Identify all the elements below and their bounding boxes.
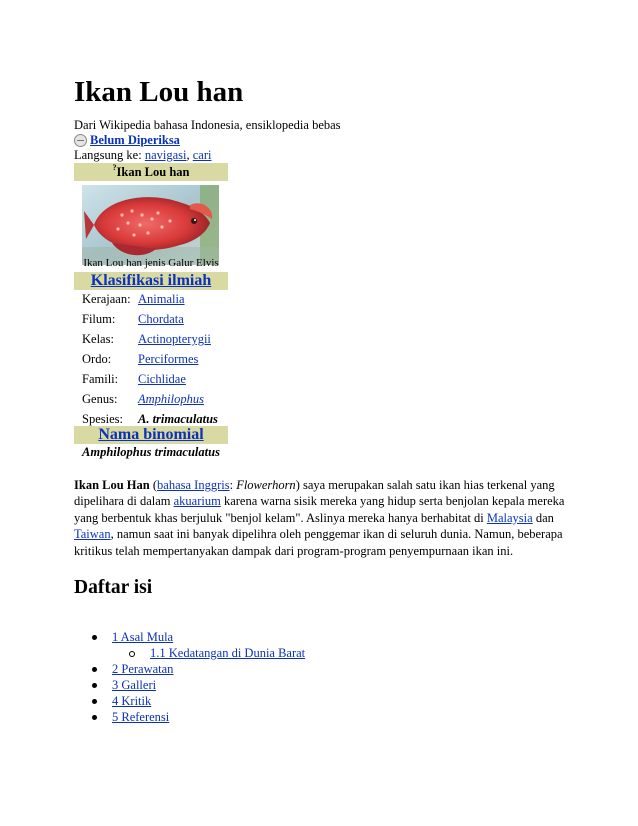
- jump-search-link[interactable]: cari: [192, 148, 212, 162]
- infobox: [74, 163, 228, 265]
- infobox-caption: Ikan Lou han jenis Galur Elvis: [83, 257, 219, 269]
- intro-text: , namun saat ini banyak dipelihra oleh penggemar ikan di seluruh dunia. Namun, beberapa kritikus telah mempertanyakan dampak dari program-program penyempurnaan ikan ini.: [74, 527, 563, 558]
- toc-bullet-icon: [92, 699, 97, 704]
- toc-item[interactable]: 2 Perawatan: [112, 662, 174, 676]
- taxonomy-value-cell: [138, 389, 218, 409]
- jump-navigation-link[interactable]: navigasi: [144, 148, 187, 162]
- taxonomy-value-link[interactable]: Cichlidae: [138, 372, 186, 386]
- taxonomy-table: [82, 289, 218, 429]
- jump-to-label: Langsung ke:: [74, 148, 145, 162]
- english-name: Flowerhorn: [236, 478, 296, 492]
- toc-sub-bullet-icon: [129, 651, 135, 657]
- aquarium-link[interactable]: akuarium: [173, 494, 221, 509]
- infobox-title: [74, 163, 228, 181]
- toc-bullet-icon: [92, 715, 97, 720]
- intro-text: karena warna sisik mereka yang hidup serta benjolan kepala mereka yang berbentuk khas berjuluk "benjol kelam". Aslinya mereka hanya berhabitat di: [74, 494, 565, 525]
- infobox-title-text: Ikan Lou han: [116, 165, 190, 179]
- toc-item[interactable]: 1 Asal Mula: [112, 630, 174, 644]
- intro-text: :: [229, 478, 237, 492]
- jump-to-line: [74, 148, 211, 163]
- taxonomy-rank: Spesies:: [82, 412, 123, 426]
- intro-text: ) saya merupakan salah satu ikan hias terkenal yang dipelihara di dalam: [74, 478, 555, 509]
- taxonomy-rank: Kelas:: [82, 332, 114, 346]
- taxonomy-rank: Ordo:: [82, 352, 112, 366]
- taxonomy-value-cell: [138, 349, 218, 369]
- page-title: Ikan Lou han: [74, 76, 244, 108]
- toc-bullet-icon: [92, 683, 97, 688]
- taxonomy-value-link[interactable]: Perciformes: [138, 352, 199, 366]
- toc-heading: Daftar isi: [74, 577, 153, 598]
- jump-separator: ,: [186, 148, 193, 162]
- taxonomy-value-link[interactable]: Amphilophus: [138, 392, 204, 406]
- taxonomy-row: [82, 369, 218, 389]
- intro-paragraph: [74, 477, 569, 559]
- taiwan-link[interactable]: Taiwan: [74, 527, 111, 542]
- taxonomy-rank: Filum:: [82, 312, 116, 326]
- taxonomy-row: [82, 329, 218, 349]
- toc-item[interactable]: 4 Kritik: [112, 694, 152, 708]
- taxonomy-value-cell: [138, 289, 218, 309]
- review-status-icon: [74, 134, 87, 147]
- taxonomy-value-cell: [138, 369, 218, 389]
- binomial-name: Amphilophus trimaculatus: [82, 445, 220, 459]
- malaysia-link[interactable]: Malaysia: [486, 510, 533, 525]
- infobox-image-marker: ?: [112, 163, 117, 172]
- intro-subject: Ikan Lou Han: [74, 478, 150, 492]
- taxonomy-value-link[interactable]: Animalia: [138, 292, 185, 306]
- taxonomy-rank: Kerajaan:: [82, 292, 131, 306]
- english-language-link[interactable]: bahasa Inggris: [157, 478, 230, 492]
- toc-item[interactable]: 5 Referensi: [112, 710, 170, 724]
- binomial-heading: [74, 426, 228, 444]
- infobox-image-container: [74, 181, 228, 265]
- source-line: Dari Wikipedia bahasa Indonesia, ensiklopedia bebas: [74, 118, 341, 132]
- taxonomy-row: [82, 289, 218, 309]
- toc-item[interactable]: 3 Galleri: [112, 678, 157, 692]
- taxonomy-value-link[interactable]: Chordata: [138, 312, 184, 326]
- taxonomy-heading-link[interactable]: Klasifikasi ilmiah: [90, 272, 212, 289]
- toc-subitem[interactable]: 1.1 Kedatangan di Dunia Barat: [150, 646, 306, 660]
- taxonomy-heading: [74, 272, 228, 290]
- intro-text: dan: [532, 510, 554, 525]
- toc-bullet-icon: [92, 667, 97, 672]
- binomial-heading-link[interactable]: Nama binomial: [98, 426, 204, 443]
- taxonomy-row: [82, 309, 218, 329]
- taxonomy-value-cell: [138, 309, 218, 329]
- taxonomy-rank: Famili:: [82, 372, 119, 386]
- review-status: [74, 133, 180, 148]
- taxonomy-value-cell: [138, 329, 218, 349]
- taxonomy-row: [82, 349, 218, 369]
- taxonomy-row: [82, 389, 218, 409]
- fish-image[interactable]: [82, 185, 219, 265]
- taxonomy-value-link[interactable]: Actinopterygii: [138, 332, 211, 346]
- taxonomy-rank: Genus:: [82, 392, 118, 406]
- review-status-link[interactable]: Belum Diperiksa: [90, 133, 180, 147]
- toc-bullet-icon: [92, 635, 97, 640]
- intro-text: (: [149, 478, 158, 492]
- taxonomy-value: A. trimaculatus: [138, 412, 218, 426]
